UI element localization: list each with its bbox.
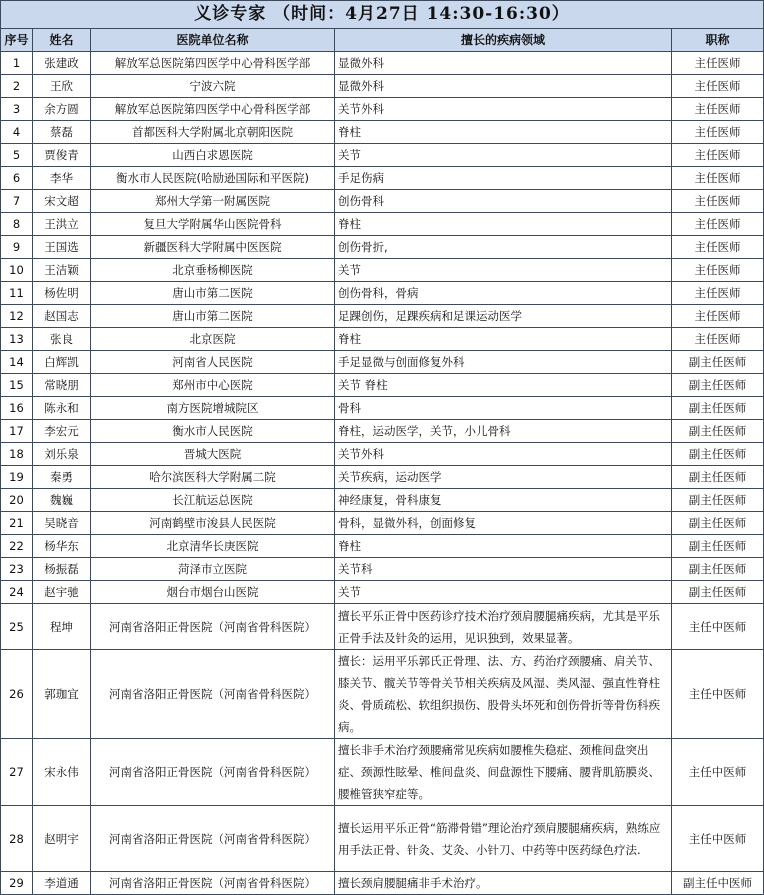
cell-no: 25: [1, 604, 33, 650]
cell-hospital: 郑州市中心医院: [91, 374, 335, 397]
header-no: 序号: [1, 29, 33, 52]
cell-specialty: 足踝创伤，足踝疾病和足课运动医学: [335, 305, 672, 328]
cell-hospital: 晋城大医院: [91, 443, 335, 466]
table-row: [1, 351, 764, 374]
cell-hospital: 河南省洛阳正骨医院（河南省骨科医院）: [91, 650, 335, 739]
cell-no: 21: [1, 512, 33, 535]
cell-name: 蔡磊: [33, 121, 91, 144]
cell-hospital: 解放军总医院第四医学中心骨科医学部: [91, 98, 335, 121]
cell-no: 23: [1, 558, 33, 581]
cell-no: 12: [1, 305, 33, 328]
cell-name: 宋文超: [33, 190, 91, 213]
cell-title: 主任中医师: [672, 739, 764, 806]
cell-hospital: 河南省洛阳正骨医院（河南省骨科医院）: [91, 604, 335, 650]
cell-hospital: 河南省洛阳正骨医院（河南省骨科医院）: [91, 739, 335, 806]
cell-title: 副主任医师: [672, 535, 764, 558]
cell-specialty: 创伤骨科: [335, 190, 672, 213]
cell-specialty: 骨科，显微外科，创面修复: [335, 512, 672, 535]
cell-name: 赵宇驰: [33, 581, 91, 604]
cell-name: 秦勇: [33, 466, 91, 489]
cell-name: 吴晓音: [33, 512, 91, 535]
cell-specialty: 脊柱，运动医学，关节，小儿骨科: [335, 420, 672, 443]
cell-title: 主任医师: [672, 328, 764, 351]
cell-name: 杨华东: [33, 535, 91, 558]
cell-title: 副主任医师: [672, 443, 764, 466]
cell-no: 10: [1, 259, 33, 282]
cell-name: 杨佐明: [33, 282, 91, 305]
cell-no: 27: [1, 739, 33, 806]
table-row: [1, 305, 764, 328]
cell-hospital: 河南省洛阳正骨医院（河南省骨科医院）: [91, 806, 335, 872]
cell-no: 15: [1, 374, 33, 397]
cell-specialty: 关节 脊柱: [335, 374, 672, 397]
cell-hospital: 南方医院增城院区: [91, 397, 335, 420]
cell-specialty: 脊柱: [335, 535, 672, 558]
table-row: [1, 374, 764, 397]
table-row: [1, 489, 764, 512]
cell-hospital: 山西白求恩医院: [91, 144, 335, 167]
cell-no: 24: [1, 581, 33, 604]
cell-name: 赵明宇: [33, 806, 91, 872]
cell-title: 副主任医师: [672, 558, 764, 581]
cell-hospital: 北京医院: [91, 328, 335, 351]
table-row: [1, 121, 764, 144]
table-row: [1, 190, 764, 213]
cell-specialty: 显微外科: [335, 75, 672, 98]
cell-title: 主任医师: [672, 167, 764, 190]
cell-specialty: 骨科: [335, 397, 672, 420]
table-row: [1, 259, 764, 282]
cell-no: 11: [1, 282, 33, 305]
cell-no: 2: [1, 75, 33, 98]
cell-no: 9: [1, 236, 33, 259]
cell-name: 王欣: [33, 75, 91, 98]
cell-title: 副主任医师: [672, 466, 764, 489]
cell-no: 18: [1, 443, 33, 466]
cell-title: 主任医师: [672, 190, 764, 213]
cell-name: 王洁颖: [33, 259, 91, 282]
cell-hospital: 宁波六院: [91, 75, 335, 98]
cell-name: 张良: [33, 328, 91, 351]
cell-no: 4: [1, 121, 33, 144]
cell-title: 主任医师: [672, 282, 764, 305]
cell-specialty: 脊柱: [335, 213, 672, 236]
table-row: [1, 512, 764, 535]
cell-hospital: 北京清华长庚医院: [91, 535, 335, 558]
cell-title: 副主任医师: [672, 489, 764, 512]
cell-title: 副主任医师: [672, 397, 764, 420]
table-row: [1, 604, 764, 650]
cell-title: 主任医师: [672, 259, 764, 282]
cell-hospital: 复旦大学附属华山医院骨科: [91, 213, 335, 236]
cell-name: 李道通: [33, 872, 91, 895]
cell-title: 主任医师: [672, 75, 764, 98]
cell-no: 19: [1, 466, 33, 489]
cell-specialty: 擅长平乐正骨中医药诊疗技术治疗颈肩腰腿痛疾病，尤其是平乐正骨手法及针灸的运用，见识独到，效果显著。: [335, 604, 672, 650]
cell-specialty: 脊柱: [335, 121, 672, 144]
cell-hospital: 河南鹤壁市浚县人民医院: [91, 512, 335, 535]
cell-hospital: 北京垂杨柳医院: [91, 259, 335, 282]
table-row: [1, 650, 764, 739]
cell-specialty: 擅长运用平乐正骨“筋滞骨错”理论治疗颈肩腰腿痛疾病，熟练应用手法正骨、针灸、艾灸、小针刀、中药等中医药绿色疗法.: [335, 806, 672, 872]
cell-name: 赵国志: [33, 305, 91, 328]
cell-specialty: 手足显微与创面修复外科: [335, 351, 672, 374]
cell-name: 余方圆: [33, 98, 91, 121]
cell-no: 7: [1, 190, 33, 213]
cell-hospital: 解放军总医院第四医学中心骨科医学部: [91, 52, 335, 75]
cell-specialty: 关节: [335, 581, 672, 604]
cell-title: 副主任医师: [672, 351, 764, 374]
cell-specialty: 关节: [335, 259, 672, 282]
table-row: [1, 236, 764, 259]
cell-name: 刘乐泉: [33, 443, 91, 466]
cell-hospital: 长江航运总医院: [91, 489, 335, 512]
table-row: [1, 558, 764, 581]
table-row: [1, 144, 764, 167]
cell-title: 副主任医师: [672, 420, 764, 443]
cell-no: 28: [1, 806, 33, 872]
cell-title: 主任医师: [672, 213, 764, 236]
cell-title: 副主任医师: [672, 374, 764, 397]
cell-no: 1: [1, 52, 33, 75]
cell-title: 副主任医师: [672, 512, 764, 535]
cell-title: 主任医师: [672, 305, 764, 328]
table-row: [1, 75, 764, 98]
table-row: [1, 581, 764, 604]
cell-no: 16: [1, 397, 33, 420]
cell-specialty: 关节科: [335, 558, 672, 581]
cell-specialty: 显微外科: [335, 52, 672, 75]
cell-no: 20: [1, 489, 33, 512]
cell-title: 主任医师: [672, 144, 764, 167]
cell-title: 主任医师: [672, 236, 764, 259]
cell-title: 主任中医师: [672, 604, 764, 650]
table-row: [1, 282, 764, 305]
table-row: [1, 98, 764, 121]
cell-hospital: 新疆医科大学附属中医医院: [91, 236, 335, 259]
cell-hospital: 衡水市人民医院: [91, 420, 335, 443]
cell-hospital: 菏泽市立医院: [91, 558, 335, 581]
cell-specialty: 关节疾病，运动医学: [335, 466, 672, 489]
cell-specialty: 关节外科: [335, 443, 672, 466]
cell-name: 郭珈宜: [33, 650, 91, 739]
cell-title: 主任医师: [672, 52, 764, 75]
cell-no: 17: [1, 420, 33, 443]
cell-name: 杨振磊: [33, 558, 91, 581]
cell-title: 主任医师: [672, 98, 764, 121]
header-specialty: 擅长的疾病领域: [335, 29, 672, 52]
cell-no: 13: [1, 328, 33, 351]
cell-title: 主任医师: [672, 121, 764, 144]
cell-name: 李宏元: [33, 420, 91, 443]
cell-name: 王国选: [33, 236, 91, 259]
cell-name: 宋永伟: [33, 739, 91, 806]
header-row: [1, 29, 764, 52]
cell-hospital: 唐山市第二医院: [91, 282, 335, 305]
table-row: [1, 443, 764, 466]
cell-specialty: 脊柱: [335, 328, 672, 351]
cell-hospital: 郑州大学第一附属医院: [91, 190, 335, 213]
cell-title: 主任中医师: [672, 650, 764, 739]
cell-name: 张建政: [33, 52, 91, 75]
table-body: [1, 52, 764, 895]
table-row: [1, 806, 764, 872]
table-row: [1, 535, 764, 558]
cell-title: 主任中医师: [672, 806, 764, 872]
cell-no: 14: [1, 351, 33, 374]
cell-hospital: 唐山市第二医院: [91, 305, 335, 328]
title-row: [1, 1, 764, 29]
table-row: [1, 167, 764, 190]
cell-specialty: 关节外科: [335, 98, 672, 121]
cell-no: 26: [1, 650, 33, 739]
cell-name: 程坤: [33, 604, 91, 650]
header-name: 姓名: [33, 29, 91, 52]
table-title: 义诊专家 （时间：4月27日 14:30-16:30）: [1, 1, 764, 29]
header-title: 职称: [672, 29, 764, 52]
cell-name: 陈永和: [33, 397, 91, 420]
cell-name: 魏巍: [33, 489, 91, 512]
cell-hospital: 哈尔滨医科大学附属二院: [91, 466, 335, 489]
cell-title: 副主任医师: [672, 581, 764, 604]
cell-name: 贾俊青: [33, 144, 91, 167]
cell-hospital: 首都医科大学附属北京朝阳医院: [91, 121, 335, 144]
cell-no: 5: [1, 144, 33, 167]
table-row: [1, 397, 764, 420]
table-row: [1, 739, 764, 806]
cell-name: 常晓朋: [33, 374, 91, 397]
cell-no: 29: [1, 872, 33, 895]
cell-specialty: 擅长非手术治疗颈腰痛常见疾病如腰椎失稳症、颈椎间盘突出症、颈源性眩晕、椎间盘炎、间盘源性下腰痛、腰背肌筋膜炎、腰椎管狭窄症等。: [335, 739, 672, 806]
table-row: [1, 466, 764, 489]
cell-no: 6: [1, 167, 33, 190]
cell-hospital: 河南省人民医院: [91, 351, 335, 374]
cell-no: 22: [1, 535, 33, 558]
table-row: [1, 213, 764, 236]
cell-specialty: 创伤骨科，骨病: [335, 282, 672, 305]
table-row: [1, 420, 764, 443]
table-row: [1, 872, 764, 895]
table-row: [1, 52, 764, 75]
cell-name: 李华: [33, 167, 91, 190]
table-row: [1, 328, 764, 351]
cell-title: 副主任中医师: [672, 872, 764, 895]
cell-hospital: 河南省洛阳正骨医院（河南省骨科医院）: [91, 872, 335, 895]
cell-name: 王洪立: [33, 213, 91, 236]
cell-no: 8: [1, 213, 33, 236]
cell-specialty: 神经康复，骨科康复: [335, 489, 672, 512]
cell-specialty: 擅长：运用平乐郭氏正骨理、法、方、药治疗颈腰痛、肩关节、膝关节、髋关节等骨关节相关疾病及风湿、类风湿、强直性脊柱炎、骨质疏松、软组织损伤、股骨头坏死和创伤骨折等骨伤科疾病。: [335, 650, 672, 739]
header-hospital: 医院单位名称: [91, 29, 335, 52]
cell-specialty: 手足伤病: [335, 167, 672, 190]
cell-specialty: 关节: [335, 144, 672, 167]
cell-hospital: 烟台市烟台山医院: [91, 581, 335, 604]
cell-name: 白辉凯: [33, 351, 91, 374]
cell-hospital: 衡水市人民医院(哈励逊国际和平医院): [91, 167, 335, 190]
cell-specialty: 创伤骨折,: [335, 236, 672, 259]
cell-specialty: 擅长颈肩腰腿痛非手术治疗。: [335, 872, 672, 895]
cell-no: 3: [1, 98, 33, 121]
